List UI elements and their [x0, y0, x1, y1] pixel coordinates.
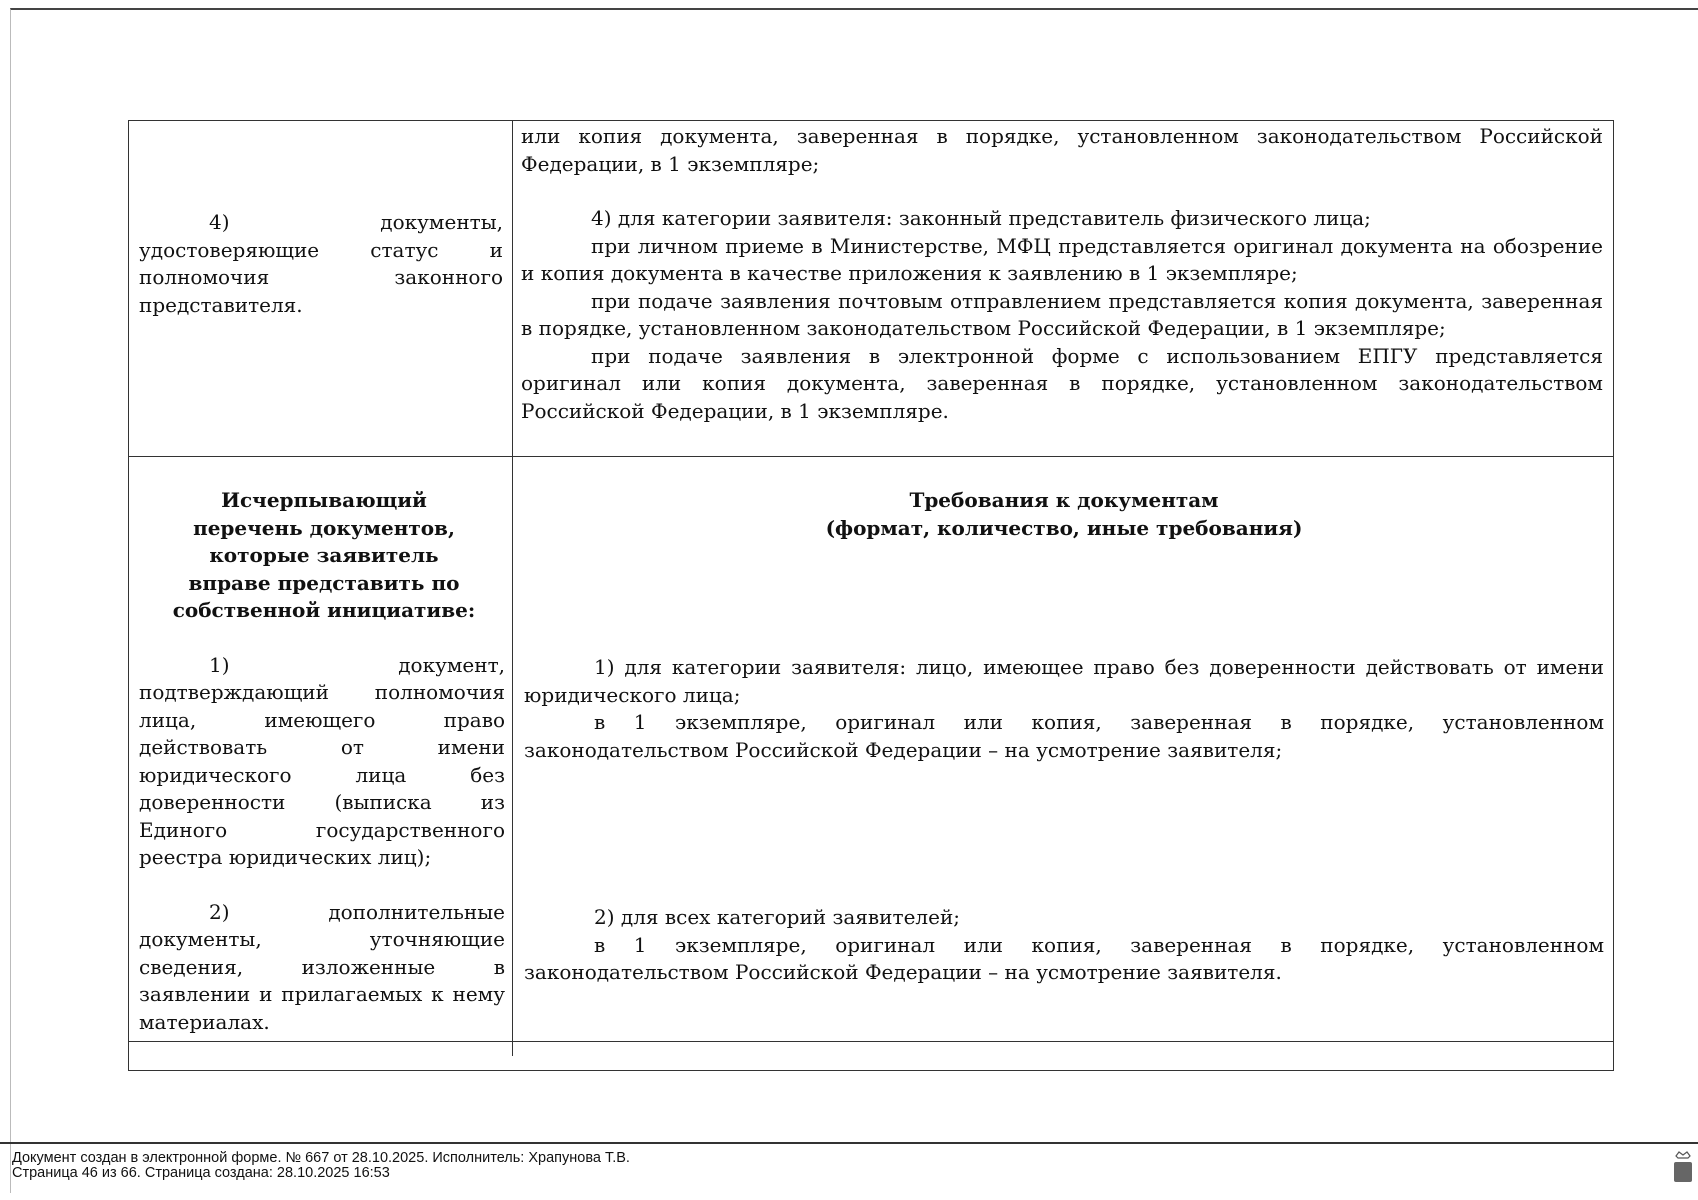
footer-line-document: Документ создан в электронной форме. № 667 от 28.10.2025. Исполнитель: Храпунова Т.В.	[12, 1150, 630, 1166]
requirement-paragraph: 2) для всех категорий заявителей;	[594, 905, 961, 929]
row1-left-item: 4) документы, удостоверяющие статус и полномочия законного представителя.	[139, 210, 503, 317]
row-divider	[129, 456, 1613, 457]
requirements-subheading: (формат, количество, иные требования)	[825, 515, 1303, 540]
requirement-paragraph: в 1 экземпляре, оригинал или копия, заверенная в порядке, установленном законодательством Российской Федерации – на усмотрение заявителя;	[524, 710, 1604, 762]
row2-left-cell	[139, 487, 505, 1036]
column-divider	[512, 121, 513, 1056]
requirement-paragraph: 1) для категории заявителя: лицо, имеющее право без доверенности действовать от имени юридического лица;	[524, 655, 1604, 707]
footer-line-page: Страница 46 из 66. Страница создана: 28.10.2025 16:53	[12, 1165, 390, 1181]
row1-right-paragraph: при подаче заявления в электронной форме с использованием ЕПГУ представляется оригинал или копия документа, заверенная в порядке, установленном законодательством Российской Федерации, в 1 экземпляре.	[521, 343, 1603, 423]
row1-right-paragraph: при подаче заявления почтовым отправлением представляется копия документа, заверенная в порядке, установленном законодательством Российской Федерации, в 1 экземпляре;	[521, 288, 1603, 340]
optional-document-item: 2) дополнительные документы, уточняющие сведения, изложенные в заявлении и прилагаемых к нему материалах.	[139, 899, 505, 1034]
emblem-icon	[1672, 1150, 1694, 1184]
row1-right-cell	[521, 123, 1603, 425]
document-footer	[0, 1142, 1698, 1200]
row1-right-paragraph: 4) для категории заявителя: законный представитель физического лица;	[591, 206, 1371, 230]
row1-right-paragraph: или копия документа, заверенная в порядке, установленном законодательством Российской Федерации, в 1 экземпляре;	[521, 124, 1603, 176]
requirements-heading: Требования к документам	[909, 488, 1219, 512]
requirement-paragraph: в 1 экземпляре, оригинал или копия, заверенная в порядке, установленном законодательством Российской Федерации – на усмотрение заявителя.	[524, 932, 1604, 984]
row-divider-bottom	[129, 1041, 1613, 1042]
optional-documents-heading: Исчерпывающий перечень документов, которые заявитель вправе представить по собственной инициативе:	[172, 488, 476, 622]
row1-right-paragraph: при личном приеме в Министерстве, МФЦ представляется оригинал документа на обозрение и копия документа в качестве приложения к заявлению в 1 экземпляре;	[521, 233, 1603, 285]
row2-right-cell	[524, 487, 1604, 987]
requirements-table	[128, 120, 1614, 1071]
row1-left-cell	[139, 209, 503, 319]
optional-document-item: 1) документ, подтверждающий полномочия лица, имеющего право действовать от имени юридического лица без доверенности (выписка из Единого государственного реестра юридических лиц);	[139, 652, 505, 869]
